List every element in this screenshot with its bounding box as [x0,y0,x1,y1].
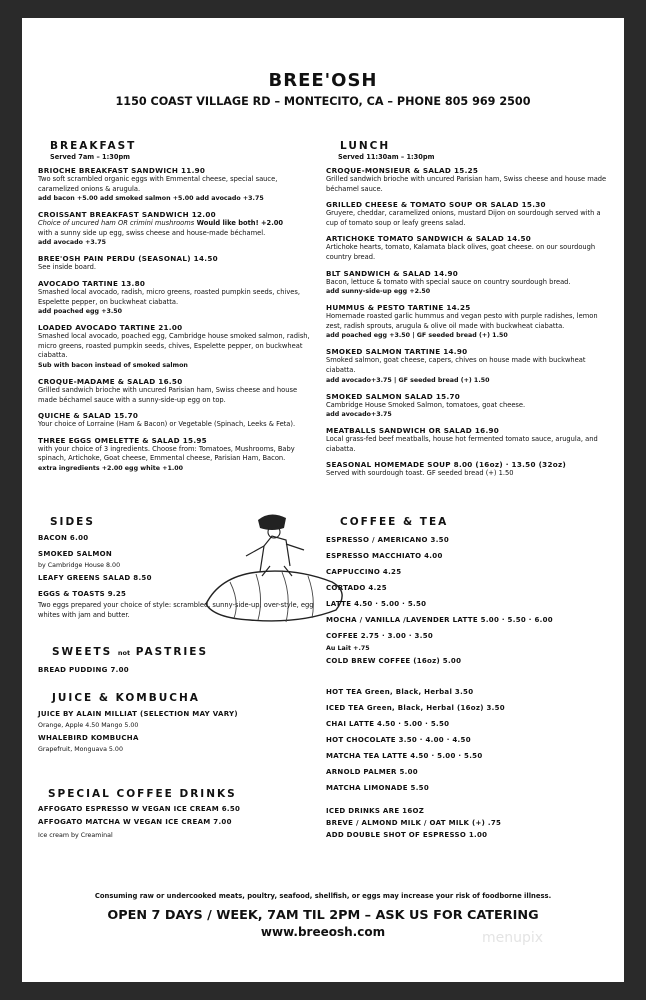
website: www.breeosh.com [260,925,386,939]
tea-item: MATCHA TEA LATTE 4.50 · 5.00 · 5.50 [326,752,483,760]
juice-item: JUICE BY ALAIN MILLIAT (SELECTION MAY VARY) [38,710,238,718]
juice-options: Orange, Apple 4.50 Mango 5.00 [38,722,139,729]
item-name: BRIOCHE BREAKFAST SANDWICH 11.90 [38,166,206,175]
item-desc [38,219,310,229]
item-name: MEATBALLS SANDWICH OR SALAD 16.90 [326,426,500,436]
item-addon: add poached egg +3.50 [38,308,123,316]
item-name: GRILLED CHEESE & TOMATO SOUP OR SALAD 15.30 [326,200,546,210]
item-name: HUMMUS & PESTO TARTINE 14.25 [326,303,471,313]
item-addon: Sub with bacon instead of smoked salmon [38,361,188,369]
coffee-item: MOCHA / VANILLA /LAVENDER LATTE 5.00 · 5.50 · 6.00 [326,616,553,624]
item-desc: with your choice of 3 ingredients. Choose from: Tomatoes, Mushrooms, Baby spinach, Artichoke, Goat cheese, Emmental cheese, Parisian Ham, Bacon. [38,444,295,463]
sweets-title-a: SWEETS [52,646,113,658]
tea-item: CHAI LATTE 4.50 · 5.00 · 5.50 [326,720,450,728]
watermark: menupix [482,930,544,946]
item-desc: Local grass-fed beef meatballs, house hot fermented tomato sauce, arugula, and ciabatta. [326,435,598,453]
item-desc: Gruyere, cheddar, caramelized onions, mustard Dijon on sourdough served with a cup of tomato soup or leafy greens salad. [326,209,601,227]
juice-title: JUICE & KOMBUCHA [52,692,200,704]
menu-item [326,460,612,479]
item-desc: with a sunny side up egg, swiss cheese and house-made béchamel. [38,228,266,237]
sweets-title-not: not [117,649,131,657]
menu-item [38,254,310,273]
tea-item: ARNOLD PALMER 5.00 [326,768,418,776]
milk-note: BREVE / ALMOND MILK / OAT MILK (+) .75 [326,819,502,827]
iced-note: ICED DRINKS ARE 16OZ [326,807,425,815]
item-desc: Grilled sandwich brioche with uncured Parisian ham, Swiss cheese and house made béchamel sauce with a sunny-side-up egg on top. [38,385,298,404]
coffee-item: CAPPUCCINO 4.25 [326,568,402,576]
special-coffee-title: SPECIAL COFFEE DRINKS [48,788,237,800]
coffee-item: LATTE 4.50 · 5.00 · 5.50 [326,600,427,608]
coffee-item: ESPRESSO / AMERICANO 3.50 [326,536,450,544]
menu-item [38,166,310,204]
special-coffee-section [38,788,328,844]
au-lait-note: Au Lait +.75 [326,645,370,652]
lunch-section [326,140,612,485]
item-name: CROQUE-MONSIEUR & SALAD 15.25 [326,166,479,175]
item-desc: Your choice of Lorraine (Ham & Bacon) or Vegetable (Spinach, Leeks & Feta). [38,420,296,429]
side-desc: Two eggs prepared your choice of style: scrambled, sunny-side-up, over-style, egg whites with jam and butter. [38,601,314,619]
menu-item [326,303,612,341]
tea-item: ICED TEA Green, Black, Herbal (16oz) 3.50 [326,704,505,712]
menu-item [326,200,612,228]
hours-catering: OPEN 7 DAYS / WEEK, 7AM TIL 2PM – ASK US FOR CATERING [107,908,539,923]
side-item: BACON 6.00 [38,534,89,542]
side-item: LEAFY GREENS SALAD 8.50 [38,574,152,582]
item-name: QUICHE & SALAD 15.70 [38,411,139,421]
menu-item [38,210,310,248]
breakfast-hours: Served 7am – 1:30pm [50,153,131,161]
breakfast-section [38,140,310,480]
sweets-title-b: PASTRIES [135,646,209,658]
menu-item [326,234,612,262]
tea-item: HOT TEA Green, Black, Herbal 3.50 [326,688,474,696]
special-note: Ice cream by Creaminal [38,832,113,839]
breakfast-title: BREAKFAST [50,140,137,152]
item-name: SMOKED SALMON TARTINE 14.90 [326,347,468,357]
coffee-item: COFFEE 2.75 · 3.00 · 3.50 [326,632,434,640]
item-desc-italic: Choice of uncured ham OR crimini mushrooms [38,219,195,228]
item-addon: add bacon +5.00 add smoked salmon +5.00 add avocado +3.75 [38,195,264,203]
item-name: SEASONAL HOMEMADE SOUP 8.00 (16oz) · 13.50 (32oz) [326,460,567,470]
kombucha-item: WHALEBIRD KOMBUCHA [38,734,139,742]
cold-brew-item: COLD BREW COFFEE (16oz) 5.00 [326,657,462,665]
food-warning: Consuming raw or undercooked meats, poultry, seafood, shellfish, or eggs may increase your risk of foodborne illness. [94,892,552,900]
item-addon: add sunny-side-up egg +2.50 [326,288,431,296]
item-name: SMOKED SALMON SALAD 15.70 [326,391,461,401]
item-addon: add avocado+3.75 | GF seeded bread (+) 1.50 [326,376,490,384]
coffee-item: CORTADO 4.25 [326,584,387,592]
side-item: EGGS & TOASTS 9.25 [38,590,127,598]
coffee-tea-section [326,516,616,847]
tea-item: HOT CHOCOLATE 3.50 · 4.00 · 4.50 [326,736,471,744]
item-desc: Smashed local avocado, poached egg, Cambridge house smoked salmon, radish, micro greens, roasted pumpkin seeds, chives, Espelette pepper, on buckwheat ciabatta. [38,332,310,360]
item-name: THREE EGGS OMELETTE & SALAD 15.95 [38,435,207,445]
sweet-item: BREAD PUDDING 7.00 [38,666,129,674]
lunch-title: LUNCH [340,140,391,152]
lunch-hours: Served 11:30am – 1:30pm [338,153,435,161]
menu-item [326,426,612,454]
tea-item: MATCHA LIMONADE 5.50 [326,784,430,792]
item-name: CROQUE-MADAME & SALAD 16.50 [38,376,183,386]
restaurant-name: BREE'OSH [268,70,378,91]
restaurant-address: 1150 COAST VILLAGE RD – MONTECITO, CA – PHONE 805 969 2500 [115,95,531,108]
coffee-tea-title: COFFEE & TEA [340,516,449,528]
item-desc: Smoked salmon, goat cheese, capers, chives on house made with buckwheat ciabatta. [326,356,586,374]
item-name: BREE'OSH PAIN PERDU (SEASONAL) 14.50 [38,254,218,264]
item-desc: Homemade roasted garlic hummus and vegan pesto with purple radishes, lemon zest, radish sprouts, arugula & olive oil made with buckwheat ciabatta. [326,312,598,330]
menu-item [326,166,612,194]
sweets-section [38,646,328,682]
item-desc: Grilled sandwich brioche with uncured Parisian ham, Swiss cheese and house made béchamel sauce. [326,175,607,193]
juice-section [38,692,328,758]
item-addon: extra ingredients +2.00 egg white +1.00 [38,464,184,472]
menu-item [326,392,612,421]
menu-item [38,411,310,430]
menu-item [38,377,310,405]
item-name: LOADED AVOCADO TARTINE 21.00 [38,323,183,333]
shot-note: ADD DOUBLE SHOT OF ESPRESSO 1.00 [326,831,488,839]
sweets-title [52,646,328,658]
item-name: AVOCADO TARTINE 13.80 [38,278,146,288]
item-desc: Cambridge House Smoked Salmon, tomatoes, goat cheese. [326,400,526,409]
item-desc: Bacon, lettuce & tomato with special sauce on country sourdough bread. [326,277,571,286]
menu-page [22,18,624,982]
item-desc: See inside board. [38,263,96,272]
menu-item [38,323,310,371]
sides-title: SIDES [50,516,95,528]
item-name: BLT SANDWICH & SALAD 14.90 [326,268,459,278]
menu-item [38,436,310,474]
menu-item [326,269,612,298]
item-name: CROISSANT BREAKFAST SANDWICH 12.00 [38,210,216,220]
menu-item [38,279,310,317]
item-addon: add poached egg +3.50 | GF seeded bread (+) 1.50 [326,332,508,340]
special-item: AFFOGATO ESPRESSO W VEGAN ICE CREAM 6.50 [38,805,241,813]
item-desc: Smashed local avocado, radish, micro greens, roasted pumpkin seeds, chives, Espelette pepper, on buckwheat ciabatta. [38,287,300,306]
item-name: ARTICHOKE TOMATO SANDWICH & SALAD 14.50 [326,234,532,244]
special-item: AFFOGATO MATCHA W VEGAN ICE CREAM 7.00 [38,818,232,826]
item-desc: Served with sourdough toast. GF seeded bread (+) 1.50 [326,469,514,478]
item-addon: add avocado +3.75 [38,239,106,247]
item-addon: add avocado+3.75 [326,411,392,419]
menu-item [326,347,612,385]
side-note: by Cambridge House 8.00 [38,562,121,569]
side-item: SMOKED SALMON [38,550,113,558]
kombucha-options: Grapefruit, Monguava 5.00 [38,746,123,753]
item-desc: Artichoke hearts, tomato, Kalamata black olives, goat cheese. on our sourdough country bread. [326,243,596,261]
coffee-item: ESPRESSO MACCHIATO 4.00 [326,552,443,560]
item-desc: Two soft scrambled organic eggs with Emmental cheese, special sauce, caramelized onions & arugula. [38,175,278,193]
item-desc-bold: Would like both! +2.00 [194,219,284,228]
